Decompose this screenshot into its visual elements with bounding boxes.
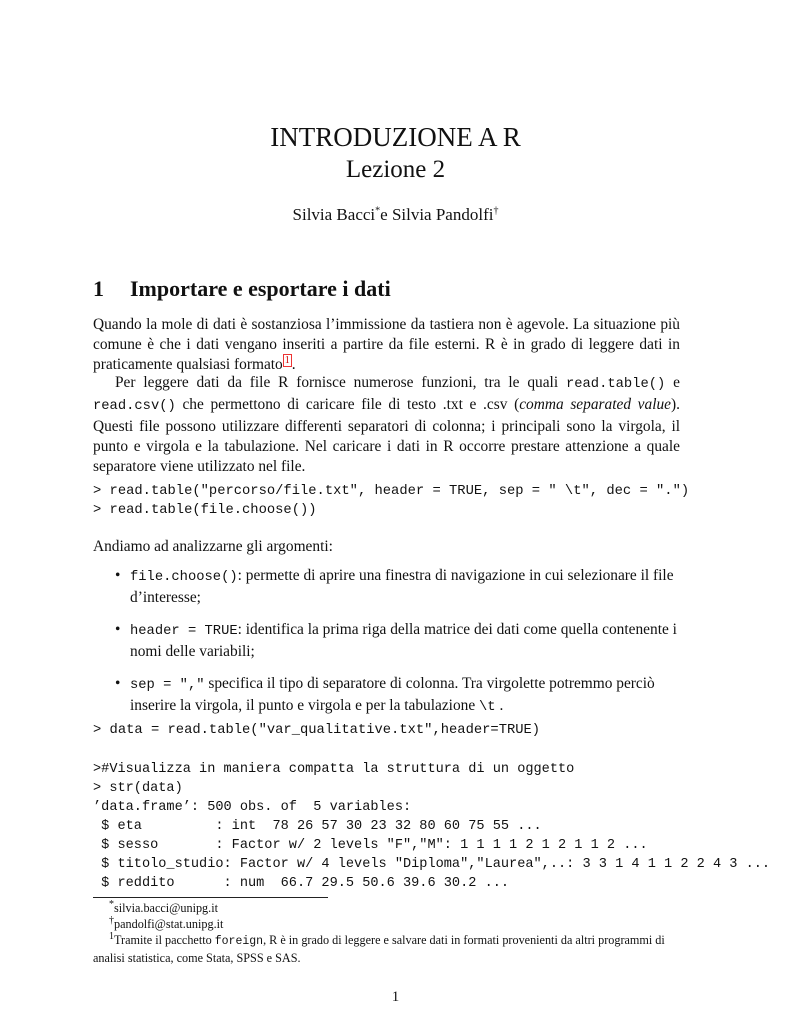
bullet-icon: • xyxy=(115,675,121,692)
code-line: $ sesso : Factor w/ 2 levels "F","M": 1 1 1 1 2 1 2 1 1 2 ... xyxy=(93,838,648,853)
footnotes xyxy=(93,900,693,966)
paragraph-intro xyxy=(93,315,680,375)
list-item xyxy=(93,566,680,608)
footnote-1-text: silvia.bacci@unipg.it xyxy=(114,901,218,915)
argument-code-tab: \t xyxy=(479,700,496,715)
author-2-mark: † xyxy=(493,205,499,217)
footnote-1-mark: * xyxy=(109,898,114,910)
paragraph-arguments: Andiamo ad analizzarne gli argomenti: xyxy=(93,538,333,555)
emphasis-csv: comma separated value xyxy=(519,396,672,413)
paragraph-intro-end: . xyxy=(291,356,296,373)
code-read-csv: read.csv() xyxy=(93,399,176,414)
footnote-3-text-1: Tramite il pacchetto xyxy=(114,933,215,947)
code-line: $ reddito : num 66.7 29.5 50.6 39.6 30.2 ... xyxy=(93,876,510,891)
document-title: INTRODUZIONE A R xyxy=(270,122,521,152)
paragraph-functions-text-2: e xyxy=(665,374,680,391)
footnote-3-code: foreign xyxy=(214,935,264,948)
argument-text: : identifica la prima riga della matrice dei dati come quella contenente i nomi delle variabili; xyxy=(130,621,677,660)
author-2: Silvia Pandolfi xyxy=(391,205,494,224)
footnote-divider xyxy=(93,897,328,898)
footnote-3-text-2: , R è in grado di leggere e salvare dati in formati provenienti da altri programmi di analisi statistica, come Stata, SPSS e SAS. xyxy=(93,933,665,965)
footnote-2-text: pandolfi@stat.unipg.it xyxy=(114,917,224,931)
footnote-ref-1[interactable]: 1 xyxy=(284,354,290,366)
author-connector: e xyxy=(380,205,388,224)
paragraph-functions-text-4: ). Questi file possono utilizzare differenti separatori di colonna; i principali sono la virgola, il punto e virgola e la tabulazione. Nel caricare i dati in R occorre prestare attenzione a quale separatore viene utilizzato nel file. xyxy=(93,396,680,475)
code-line: $ eta : int 78 26 57 30 23 32 80 60 75 55 ... xyxy=(93,819,542,834)
argument-text: specifica il tipo di separatore di colonna. Tra virgolette potremmo perciò inserire la virgola, il punto e virgola e per la tabulazione xyxy=(130,675,655,714)
footnote-1 xyxy=(93,900,693,916)
paragraph-intro-text: Quando la mole di dati è sostanziosa l’immissione da tastiera non è agevole. La situazione più comune è che i dati vengano inseriti a partire da file esterni. R è in grado di leggere dati in praticamente qualsiasi formato xyxy=(93,316,680,373)
bullet-icon: • xyxy=(115,621,121,638)
list-item xyxy=(93,620,680,662)
arguments-list xyxy=(93,566,693,730)
bullet-icon: • xyxy=(115,567,121,584)
code-read-table: read.table() xyxy=(565,377,666,392)
code-line: $ titolo_studio: Factor w/ 4 levels "Diploma","Laurea",..: 3 3 1 4 1 1 2 2 4 3 ... xyxy=(93,857,771,872)
argument-code: header = TRUE xyxy=(130,624,238,639)
code-block-read-table xyxy=(93,482,773,520)
footnote-3 xyxy=(93,932,693,966)
code-block-read-data xyxy=(93,721,773,740)
list-item xyxy=(93,674,680,718)
argument-code: sep = "," xyxy=(130,678,205,693)
page-number: 1 xyxy=(391,989,400,1005)
paragraph-functions-text-1: Per leggere dati da file R fornisce numerose funzioni, tra le quali xyxy=(115,374,566,391)
code-line: >#Visualizza in maniera compatta la struttura di un oggetto xyxy=(93,762,575,777)
code-line: > data = read.table("var_qualitative.txt",header=TRUE) xyxy=(93,723,541,738)
argument-text: : permette di aprire una finestra di navigazione in cui selezionare il file d’interesse; xyxy=(130,567,674,606)
author-1: Silvia Bacci xyxy=(292,205,376,224)
code-line: > str(data) xyxy=(93,781,183,796)
document-subtitle: Lezione 2 xyxy=(345,156,446,183)
authors-line xyxy=(0,204,791,226)
paragraph-functions xyxy=(93,373,680,477)
section-title: Importare e esportare i dati xyxy=(130,276,391,301)
author-1-mark: * xyxy=(375,205,381,217)
footnote-2-mark: † xyxy=(109,914,114,926)
code-block-str xyxy=(93,760,773,893)
argument-text-end: . xyxy=(495,697,504,714)
footnote-2 xyxy=(93,916,693,932)
code-line: > read.table("percorso/file.txt", header = TRUE, sep = " \t", dec = ".") xyxy=(93,484,690,499)
code-line: ’data.frame’: 500 obs. of 5 variables: xyxy=(93,800,412,815)
argument-code: file.choose() xyxy=(130,570,238,585)
section-heading xyxy=(93,276,693,302)
code-line: > read.table(file.choose()) xyxy=(93,503,317,518)
paragraph-functions-text-3: che permettono di caricare file di testo .txt e .csv ( xyxy=(175,396,520,413)
section-number: 1 xyxy=(93,276,104,301)
footnote-3-mark: 1 xyxy=(109,930,114,942)
